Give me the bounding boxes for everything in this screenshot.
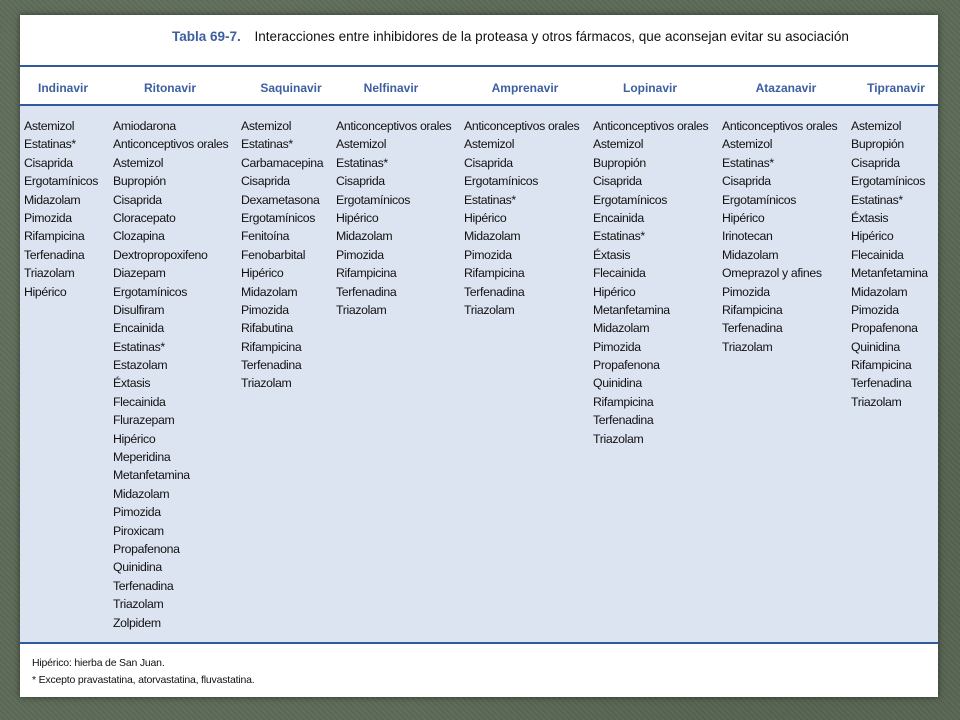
column-ritonavir xyxy=(113,117,228,632)
column-lopinavir xyxy=(593,117,708,448)
drug-item: Estatinas* xyxy=(241,137,293,152)
drug-item: Rifabutina xyxy=(241,321,293,336)
drug-item: Amiodarona xyxy=(113,119,176,133)
column-header-ritonavir: Ritonavir xyxy=(143,81,196,95)
drug-item: Anticonceptivos orales xyxy=(722,119,838,133)
drug-item: Cloracepato xyxy=(113,210,176,225)
drug-item: Carbamacepina xyxy=(241,155,324,170)
drug-item: Cisaprida xyxy=(113,192,162,207)
footnotes xyxy=(32,655,254,689)
drug-item: Ergotamínicos xyxy=(464,174,539,189)
drug-item: Midazolam xyxy=(464,229,521,244)
column-header-lopinavir: Lopinavir xyxy=(622,81,677,95)
column-saquinavir xyxy=(241,117,323,393)
drug-item: Hipérico xyxy=(336,210,379,225)
drug-item: Quinidina xyxy=(113,560,162,575)
drug-item: Fenitoína xyxy=(241,229,290,244)
drug-item: Terfenadina xyxy=(24,247,85,262)
drug-item: Astemizol xyxy=(24,119,75,133)
drug-item: Pimozida xyxy=(722,284,770,299)
drug-item: Terfenadina xyxy=(851,376,912,391)
drug-item: Ergotamínicos xyxy=(241,210,316,225)
drug-item: Metanfetamina xyxy=(851,266,928,281)
drug-item: Anticonceptivos orales xyxy=(336,119,452,133)
drug-item: Flecainida xyxy=(113,394,166,409)
drug-item: Éxtasis xyxy=(113,376,151,391)
drug-item: Astemizol xyxy=(336,137,387,152)
column-header-atazanavir: Atazanavir xyxy=(755,81,817,95)
drug-item: Astemizol xyxy=(722,137,773,152)
drug-item: Dextropropoxifeno xyxy=(113,247,208,262)
drug-item: Astemizol xyxy=(593,137,644,152)
drug-item: Terfenadina xyxy=(464,284,525,299)
drug-item: Ergotamínicos xyxy=(336,192,411,207)
column-atazanavir xyxy=(722,117,837,356)
drug-item: Rifampicina xyxy=(722,302,783,317)
drug-item: Triazolam xyxy=(464,302,515,317)
drug-item: Propafenona xyxy=(113,541,180,556)
drug-item: Propafenona xyxy=(593,358,660,373)
table-sheet xyxy=(20,15,938,697)
drug-item: Pimozida xyxy=(113,505,161,520)
drug-item: Estatinas* xyxy=(722,155,774,170)
drug-item: Bupropión xyxy=(113,174,166,189)
drug-item: Terfenadina xyxy=(593,413,654,428)
drug-item: Bupropión xyxy=(851,137,904,152)
drug-item: Irinotecan xyxy=(722,229,773,244)
drug-item: Cisaprida xyxy=(464,155,513,170)
drug-item: Hipérico xyxy=(851,229,894,244)
table-title-text: Interacciones entre inhibidores de la proteasa y otros fármacos, que aconsejan evitar su asociación xyxy=(254,29,849,44)
drug-item: Hipérico xyxy=(722,210,765,225)
drug-item: Metanfetamina xyxy=(593,302,670,317)
drug-item: Zolpidem xyxy=(113,615,161,630)
drug-item: Rifampicina xyxy=(24,229,85,244)
drug-item: Pimozida xyxy=(464,247,512,262)
drug-item: Terfenadina xyxy=(722,321,783,336)
drug-item: Estatinas* xyxy=(113,339,165,354)
drug-item: Triazolam xyxy=(241,376,292,391)
top-rule xyxy=(20,65,938,67)
drug-item: Midazolam xyxy=(593,321,650,336)
drug-item: Estatinas* xyxy=(24,137,76,152)
drug-item: Terfenadina xyxy=(241,358,302,373)
drug-item: Éxtasis xyxy=(593,247,631,262)
drug-item: Estatinas* xyxy=(464,192,516,207)
drug-item: Cisaprida xyxy=(24,155,73,170)
drug-item: Dexametasona xyxy=(241,192,320,207)
column-header-saquinavir: Saquinavir xyxy=(260,81,322,95)
drug-item: Astemizol xyxy=(241,119,292,133)
drug-item: Triazolam xyxy=(593,431,644,446)
drug-item: Pimozida xyxy=(336,247,384,262)
drug-item: Cisaprida xyxy=(336,174,385,189)
drug-item: Encainida xyxy=(593,210,644,225)
drug-item: Astemizol xyxy=(464,137,515,152)
drug-item: Encainida xyxy=(113,321,164,336)
drug-item: Estatinas* xyxy=(851,192,903,207)
drug-item: Terfenadina xyxy=(336,284,397,299)
drug-item: Triazolam xyxy=(851,394,902,409)
drug-item: Triazolam xyxy=(722,339,773,354)
column-tipranavir xyxy=(851,117,928,411)
drug-item: Cisaprida xyxy=(241,174,290,189)
drug-item: Estatinas* xyxy=(593,229,645,244)
table-number: Tabla 69-7. xyxy=(172,29,241,44)
drug-item: Ergotamínicos xyxy=(24,174,99,189)
drug-item: Midazolam xyxy=(24,192,81,207)
drug-item: Disulfiram xyxy=(113,302,165,317)
drug-item: Rifampicina xyxy=(464,266,525,281)
column-indinavir xyxy=(24,117,98,301)
footnote-estatinas: * Excepto pravastatina, atorvastatina, fluvastatina. xyxy=(32,674,255,686)
drug-item: Meperidina xyxy=(113,450,171,465)
drug-item: Triazolam xyxy=(113,597,164,612)
drug-item: Flurazepam xyxy=(113,413,175,428)
drug-item: Midazolam xyxy=(241,284,298,299)
drug-item: Midazolam xyxy=(336,229,393,244)
drug-item: Midazolam xyxy=(722,247,779,262)
drug-item: Clozapina xyxy=(113,229,165,244)
drug-item: Anticonceptivos orales xyxy=(113,137,229,152)
drug-item: Hipérico xyxy=(24,284,67,299)
drug-item: Omeprazol y afines xyxy=(722,266,822,281)
drug-item: Fenobarbital xyxy=(241,247,306,262)
drug-item: Triazolam xyxy=(336,302,387,317)
drug-item: Cisaprida xyxy=(593,174,642,189)
column-nelfinavir xyxy=(336,117,451,319)
drug-item: Hipérico xyxy=(113,431,156,446)
drug-item: Anticonceptivos orales xyxy=(464,119,580,133)
drug-item: Pimozida xyxy=(241,302,289,317)
footnote-hiperico: Hipérico: hierba de San Juan. xyxy=(32,657,165,669)
drug-item: Ergotamínicos xyxy=(851,174,926,189)
drug-item: Ergotamínicos xyxy=(593,192,668,207)
drug-item: Diazepam xyxy=(113,266,166,281)
column-header-nelfinavir: Nelfinavir xyxy=(363,81,419,95)
drug-item: Cisaprida xyxy=(722,174,771,189)
drug-item: Hipérico xyxy=(241,266,284,281)
column-header-indinavir: Indinavir xyxy=(37,81,88,95)
drug-item: Estatinas* xyxy=(336,155,388,170)
drug-item: Anticonceptivos orales xyxy=(593,119,709,133)
drug-item: Rifampicina xyxy=(593,394,654,409)
drug-item: Pimozida xyxy=(851,302,899,317)
drug-item: Midazolam xyxy=(851,284,908,299)
drug-item: Quinidina xyxy=(593,376,642,391)
table-body xyxy=(20,106,938,642)
drug-item: Rifampicina xyxy=(336,266,397,281)
drug-item: Flecainida xyxy=(593,266,646,281)
drug-item: Cisaprida xyxy=(851,155,900,170)
drug-item: Metanfetamina xyxy=(113,468,190,483)
drug-item: Bupropión xyxy=(593,155,646,170)
drug-item: Rifampicina xyxy=(851,358,912,373)
drug-item: Pimozida xyxy=(24,210,72,225)
column-header-tipranavir: Tipranavir xyxy=(867,81,925,95)
drug-item: Terfenadina xyxy=(113,578,174,593)
drug-item: Propafenona xyxy=(851,321,918,336)
drug-item: Pimozida xyxy=(593,339,641,354)
column-header-amprenavir: Amprenavir xyxy=(491,81,559,95)
drug-item: Flecainida xyxy=(851,247,904,262)
drug-item: Astemizol xyxy=(113,155,164,170)
drug-item: Astemizol xyxy=(851,119,902,133)
column-amprenavir xyxy=(464,117,579,319)
drug-item: Estazolam xyxy=(113,358,168,373)
drug-item: Éxtasis xyxy=(851,210,889,225)
drug-item: Ergotamínicos xyxy=(113,284,188,299)
drug-item: Rifampicina xyxy=(241,339,302,354)
table-title xyxy=(172,29,849,44)
drug-item: Hipérico xyxy=(593,284,636,299)
drug-item: Hipérico xyxy=(464,210,507,225)
drug-item: Triazolam xyxy=(24,266,75,281)
drug-item: Ergotamínicos xyxy=(722,192,797,207)
bottom-rule xyxy=(20,642,938,644)
drug-item: Piroxicam xyxy=(113,523,164,538)
column-header-row xyxy=(20,81,938,103)
drug-item: Quinidina xyxy=(851,339,900,354)
drug-item: Midazolam xyxy=(113,486,170,501)
